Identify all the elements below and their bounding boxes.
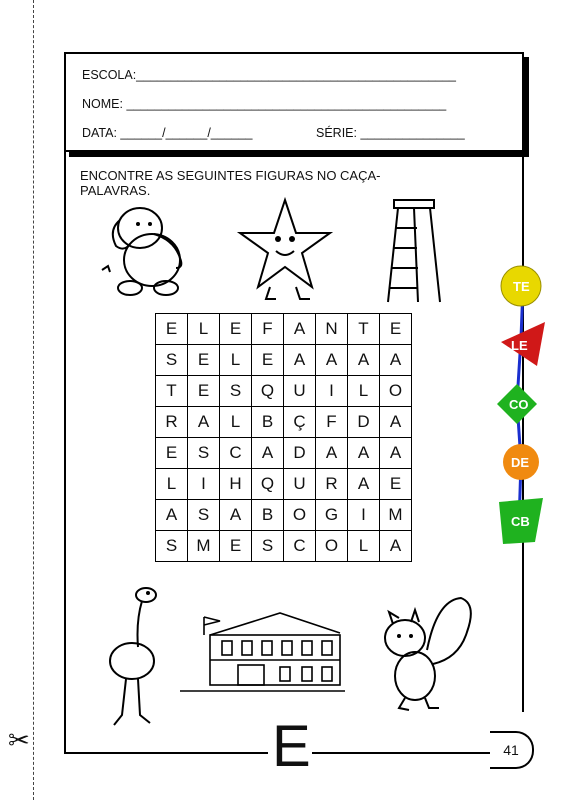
grid-cell[interactable]: D: [348, 407, 380, 438]
school-illustration: [180, 605, 345, 697]
tab-label-le: LE: [511, 338, 528, 353]
tab-label-de: DE: [511, 455, 530, 470]
grid-row: [156, 376, 412, 407]
grid-row: [156, 500, 412, 531]
grid-cell[interactable]: I: [316, 376, 348, 407]
grid-cell[interactable]: Q: [252, 469, 284, 500]
ostrich-illustration: [102, 585, 166, 735]
grid-cell[interactable]: A: [316, 345, 348, 376]
tab-label-te: TE: [513, 279, 530, 294]
grid-cell[interactable]: F: [252, 314, 284, 345]
grid-cell[interactable]: B: [252, 407, 284, 438]
grid-cell[interactable]: A: [348, 469, 380, 500]
grid-cell[interactable]: E: [156, 314, 188, 345]
grid-cell[interactable]: L: [348, 531, 380, 562]
grid-cell[interactable]: C: [220, 438, 252, 469]
grid-cell[interactable]: L: [220, 407, 252, 438]
grid-cell[interactable]: A: [380, 407, 412, 438]
grid-cell[interactable]: L: [156, 469, 188, 500]
grid-cell[interactable]: A: [188, 407, 220, 438]
grid-cell[interactable]: S: [156, 531, 188, 562]
grid-cell[interactable]: U: [284, 376, 316, 407]
student-info-box: [64, 52, 524, 152]
grid-cell[interactable]: F: [316, 407, 348, 438]
grid-cell[interactable]: H: [220, 469, 252, 500]
grid-row: [156, 314, 412, 345]
grid-cell[interactable]: S: [188, 500, 220, 531]
serie-field[interactable]: SÉRIE: _______________: [316, 126, 465, 140]
syllable-tabs: [495, 262, 555, 552]
star-illustration: [230, 195, 340, 305]
grid-cell[interactable]: L: [220, 345, 252, 376]
grid-cell[interactable]: A: [284, 314, 316, 345]
grid-cell[interactable]: N: [316, 314, 348, 345]
grid-cell[interactable]: A: [348, 438, 380, 469]
tab-green-diamond-icon: [497, 384, 537, 424]
grid-cell[interactable]: S: [220, 376, 252, 407]
grid-cell[interactable]: A: [156, 500, 188, 531]
word-search-grid: [155, 313, 412, 562]
grid-cell[interactable]: U: [284, 469, 316, 500]
grid-cell[interactable]: E: [380, 469, 412, 500]
escola-field[interactable]: ESCOLA:______________________________________________: [82, 68, 456, 82]
grid-cell[interactable]: A: [348, 345, 380, 376]
grid-row: [156, 407, 412, 438]
grid-row: [156, 345, 412, 376]
grid-cell[interactable]: E: [188, 376, 220, 407]
grid-cell[interactable]: G: [316, 500, 348, 531]
chapter-letter: E: [272, 714, 311, 779]
grid-cell[interactable]: R: [156, 407, 188, 438]
grid-cell[interactable]: A: [284, 345, 316, 376]
grid-cell[interactable]: I: [348, 500, 380, 531]
grid-cell[interactable]: E: [220, 531, 252, 562]
grid-cell[interactable]: A: [316, 438, 348, 469]
ladder-illustration: [384, 198, 444, 304]
squirrel-illustration: [375, 590, 475, 715]
grid-cell[interactable]: T: [156, 376, 188, 407]
grid-cell[interactable]: A: [380, 345, 412, 376]
grid-row: [156, 438, 412, 469]
grid-cell[interactable]: E: [156, 438, 188, 469]
tab-orange-icon: [503, 444, 539, 480]
grid-cell[interactable]: S: [156, 345, 188, 376]
data-field[interactable]: DATA: ______/______/______: [82, 126, 253, 140]
grid-cell[interactable]: C: [284, 531, 316, 562]
grid-cell[interactable]: E: [220, 314, 252, 345]
grid-cell[interactable]: A: [252, 438, 284, 469]
grid-cell[interactable]: L: [188, 314, 220, 345]
grid-cell[interactable]: Ç: [284, 407, 316, 438]
elephant-illustration: [92, 200, 192, 300]
grid-row: [156, 469, 412, 500]
cut-line: [33, 0, 34, 800]
grid-cell[interactable]: O: [316, 531, 348, 562]
page-frame-bottom-right: [312, 752, 490, 754]
grid-cell[interactable]: A: [220, 500, 252, 531]
grid-cell[interactable]: E: [252, 345, 284, 376]
grid-cell[interactable]: L: [348, 376, 380, 407]
grid-cell[interactable]: S: [252, 531, 284, 562]
grid-cell[interactable]: Q: [252, 376, 284, 407]
page-frame-left: [64, 150, 66, 754]
grid-cell[interactable]: B: [252, 500, 284, 531]
grid-cell[interactable]: E: [188, 345, 220, 376]
grid-cell[interactable]: S: [188, 438, 220, 469]
page-number: 41: [490, 731, 534, 769]
scissors-icon: ✂: [8, 726, 30, 756]
tab-yellow-icon: [501, 266, 541, 306]
grid-cell[interactable]: A: [380, 531, 412, 562]
grid-cell[interactable]: M: [380, 500, 412, 531]
page-frame-bottom-left: [64, 752, 268, 754]
tab-label-co: CO: [509, 397, 529, 412]
grid-cell[interactable]: R: [316, 469, 348, 500]
grid-row: [156, 531, 412, 562]
grid-cell[interactable]: E: [380, 314, 412, 345]
grid-cell[interactable]: O: [380, 376, 412, 407]
grid-cell[interactable]: T: [348, 314, 380, 345]
grid-cell[interactable]: M: [188, 531, 220, 562]
nome-field[interactable]: NOME: ______________________________________________: [82, 97, 447, 111]
grid-cell[interactable]: O: [284, 500, 316, 531]
instruction-text: ENCONTRE AS SEGUINTES FIGURAS NO CAÇA-PALAVRAS.: [80, 168, 381, 198]
grid-cell[interactable]: A: [380, 438, 412, 469]
tab-green-shield-icon: [499, 498, 543, 544]
tab-label-cb: CB: [511, 514, 530, 529]
grid-cell[interactable]: D: [284, 438, 316, 469]
tab-red-icon: [501, 322, 545, 366]
grid-cell[interactable]: I: [188, 469, 220, 500]
